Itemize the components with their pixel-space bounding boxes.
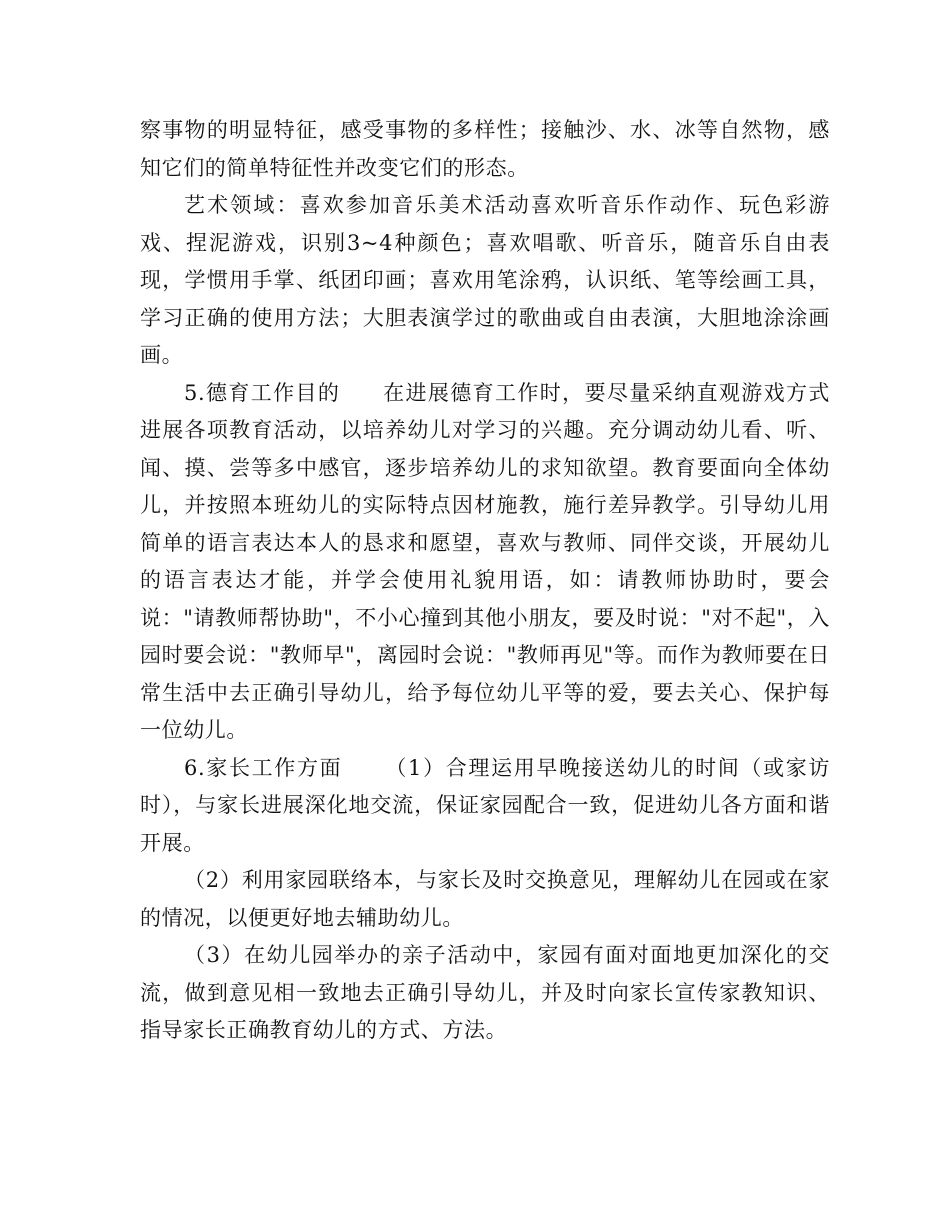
paragraph-text: 在进展德育工作时，要尽量采纳直观游戏方式进展各项教育活动，以培养幼儿对学习的兴趣。充分调动幼儿看、听、闻、摸、尝等多中感官，逐步培养幼儿的求知欲望。教育要面向全体幼儿，并按照本班幼儿的实际特点因材施教，施行差异教学。引导幼儿用简单的语言表达本人的恳求和愿望，喜欢与教师、同伴交谈，开展幼儿的语言表达才能，并学会使用礼貌用语，如：请教师协助时，要会说："请教师帮协助"，不小心撞到其他小朋友，要及时说："对不起"，入园时要会说："教师早"，离园时会说："教师再见"等。而作为教师要在日常生活中去正确引导幼儿，给予每位幼儿平等的爱，要去关心、保护每一位幼儿。 <box>140 380 830 742</box>
section-heading: 6.家长工作方面 <box>184 755 343 780</box>
paragraph-text: （3）在幼儿园举办的亲子活动中，家园有面对面地更加深化的交流，做到意见相一致地去正确引导幼儿，并及时向家长宣传家教知识、指导家长正确教育幼儿的方式、方法。 <box>140 943 830 1042</box>
paragraph-parent-work <box>140 750 830 863</box>
paragraph-text: 艺术领域：喜欢参加音乐美术活动喜欢听音乐作动作、玩色彩游戏、捏泥游戏，识别3~4种颜色；喜欢唱歌、听音乐，随音乐自由表现，学惯用手掌、纸团印画；喜欢用笔涂鸦，认识纸、笔等绘画工具，学习正确的使用方法；大胆表演学过的歌曲或自由表演，大胆地涂涂画画。 <box>140 193 830 367</box>
paragraph-text: （2）利用家园联络本，与家长及时交换意见，理解幼儿在园或在家的情况，以便更好地去辅助幼儿。 <box>140 868 830 930</box>
section-heading: 5.德育工作目的 <box>184 380 341 405</box>
paragraph-parent-work-3 <box>140 937 830 1050</box>
paragraph-text: （1）合理运用早晚接送幼儿的时间（或家访时），与家长进展深化地交流，保证家园配合一致，促进幼儿各方面和谐开展。 <box>140 755 831 855</box>
paragraph-parent-work-2 <box>140 862 830 937</box>
document-body <box>140 112 830 1050</box>
paragraph-art-domain <box>140 187 830 375</box>
paragraph-text: 察事物的明显特征，感受事物的多样性；接触沙、水、冰等自然物，感知它们的简单特征性并改变它们的形态。 <box>140 118 830 180</box>
paragraph-moral-education <box>140 375 830 750</box>
paragraph-nature-observation <box>140 112 830 187</box>
